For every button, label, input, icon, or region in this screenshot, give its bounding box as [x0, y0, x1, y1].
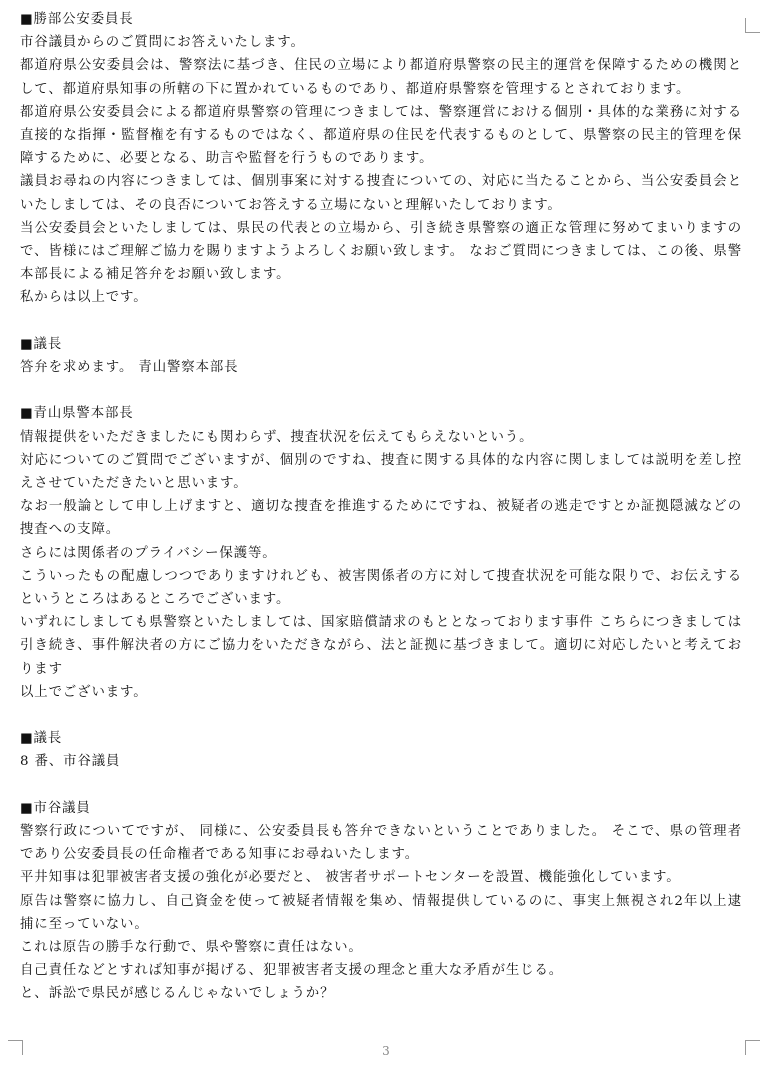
- paragraph: 議員お尋ねの内容につきましては、個別事案に対する捜査についての、対応に当たることから、当公安委員会といたしましては、その良否についてお答えする立場にないと理解いたしております。: [20, 174, 742, 213]
- section-gap: [20, 774, 742, 797]
- paragraph: 私からは以上です。: [20, 290, 148, 306]
- section-chair-1: [20, 333, 742, 379]
- speaker-heading: ■議長: [20, 731, 63, 747]
- section-gap: [20, 704, 742, 727]
- paragraph: 対応についてのご質問でございますが、個別のですね、捜査に関する具体的な内容に関しましては説明を差し控えさせていただきたいと思います。: [20, 452, 742, 492]
- paragraph: 市谷議員からのご質問にお答えいたします。: [20, 35, 305, 51]
- paragraph: 原告は警察に協力し、自己資金を使って被疑者情報を集め、情報提供しているのに、事実上無視され2年以上逮捕に至っていない。: [20, 893, 742, 932]
- section-ichitani: [20, 797, 742, 1006]
- paragraph: こういったもの配慮しつつでありますけれども、被害関係者の方に対して捜査状況を可能な限りで、お伝えするというところはあるところでございます。: [20, 568, 742, 608]
- paragraph: 情報提供をいただきましたにも関わらず、捜査状況を伝えてもらえないという。: [20, 429, 534, 445]
- paragraph: 警察行政についてですが、 同様に、公安委員長も答弁できないということでありました。 そこで、県の管理者であり公安委員長の任命権者である知事にお尋ねいたします。: [20, 824, 742, 863]
- paragraph: なお一般論として申し上げますと、適切な捜査を推進するためにですね、被疑者の逃走ですとか証拠隠滅などの捜査への支障。: [20, 499, 742, 538]
- paragraph: 平井知事は犯罪被害者支援の強化が必要だと、 被害者サポートセンターを設置、機能強化しています。: [20, 870, 681, 886]
- section-gap: [20, 310, 742, 333]
- speaker-heading: ■市谷議員: [20, 800, 91, 816]
- paragraph: と、訴訟で県民が感じるんじゃないでしょうか？: [20, 986, 335, 1002]
- paragraph: 都道府県公安委員会は、警察法に基づき、住民の立場により都道府県警察の民主的運営を保障するための機関として、都道府県知事の所轄の下に置かれているものであり、都道府県警察を管理するとされております。: [20, 58, 742, 97]
- crop-mark-top-right: [745, 18, 760, 33]
- speaker-heading: ■勝部公安委員長: [20, 12, 134, 27]
- paragraph: 8 番、市谷議員: [20, 754, 121, 770]
- document-body: [20, 8, 742, 1006]
- paragraph: 都道府県公安委員会による都道府県警察の管理につきましては、警察運営における個別・具体的な業務に対する直接的な指揮・監督権を有するものではなく、都道府県の住民を代表するものとして、県警察の民主的管理を保障するために、必要となる、助言や監督を行うものであります。: [20, 104, 742, 167]
- paragraph: 以上でございます。: [20, 684, 148, 700]
- section-gap: [20, 379, 742, 402]
- paragraph: 答弁を求めます。 青山警察本部長: [20, 360, 239, 376]
- paragraph: 当公安委員会といたしましては、県民の代表との立場から、引き続き県警察の適正な管理に努めてまいりますので、皆様にはご理解ご協力を賜りますようよろしくお願い致します。 なおご質問につきましては、この後、県警本部長による補足答弁をお願い致します。: [20, 220, 742, 283]
- section-chair-2: [20, 727, 742, 773]
- paragraph: 自己責任などとすれば知事が掲げる、犯罪被害者支援の理念と重大な矛盾が生じる。: [20, 963, 564, 979]
- section-katsube: [20, 8, 742, 310]
- page-number: 3: [382, 1044, 390, 1058]
- paragraph: さらには関係者のプライバシー保護等。: [20, 545, 277, 561]
- section-aoyama: [20, 402, 742, 704]
- speaker-heading: ■議長: [20, 336, 63, 352]
- speaker-heading: ■青山県警本部長: [20, 406, 134, 422]
- paragraph: いずれにしましても県警察といたしましては、国家賠償請求のもととなっております事件 こちらにつきましては引き続き、事件解決者の方にご協力をいただきながら、法と証拠に基づきまして。適切に対応したいと考えております: [20, 615, 742, 677]
- paragraph: これは原告の勝手な行動で、県や警察に責任はない。: [20, 940, 363, 956]
